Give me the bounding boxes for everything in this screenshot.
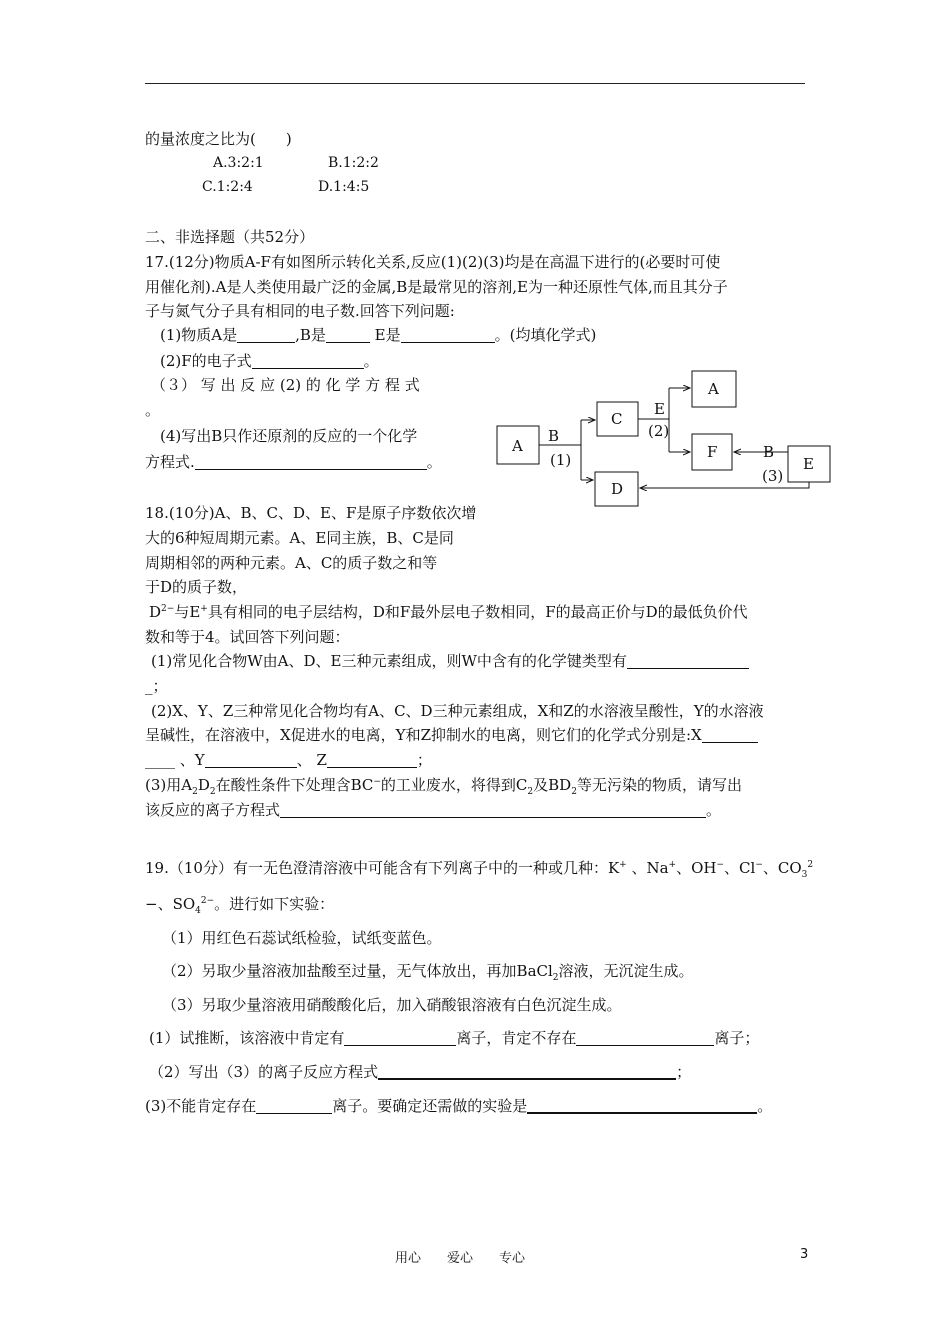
q16-option-d: D.1:4:5 — [318, 179, 370, 195]
q19-a1-label: (1）试推断，该溶液中肯定有 — [149, 1029, 345, 1047]
answer-blank[interactable] — [576, 1029, 714, 1046]
q19-answer1 — [149, 1027, 759, 1049]
page-number: 3 — [800, 1247, 809, 1262]
q17-line3: 子与氮气分子具有相同的电子数.回答下列问题: — [145, 302, 455, 320]
q18-line3: 周期相邻的两种元素。A、C的质子数之和等 — [145, 554, 438, 572]
label-reaction-1: (1) — [550, 451, 572, 469]
answer-blank[interactable] — [252, 352, 364, 369]
q19-line2 — [145, 893, 334, 915]
q18-p3-c: 在酸性条件下处理含BC — [215, 776, 374, 794]
answer-blank[interactable] — [326, 326, 370, 343]
q19-exp2-a: （2）另取少量溶液加盐酸至过量，无气体放出，再加BaCl — [162, 962, 553, 980]
section-title: 二、非选择题（共52分） — [145, 228, 315, 246]
q18-p3-b: D — [197, 776, 210, 794]
q18-p3-s3: 2 — [527, 787, 534, 797]
q19-answer2 — [149, 1061, 691, 1083]
q18-part2-x-tail: ____ 、Y — [145, 751, 205, 769]
answer-blank[interactable] — [205, 751, 297, 768]
q18-part1 — [151, 650, 749, 672]
q18-line5-sup2: + — [200, 604, 208, 614]
q19-l2-b: 。进行如下实验： — [214, 895, 335, 913]
answer-blank[interactable] — [344, 1029, 456, 1046]
label-b-1: B — [548, 427, 560, 445]
q17-part1 — [160, 324, 596, 346]
q19-l2-sup: 2− — [200, 896, 215, 906]
q16-option-c: C.1:2:4 — [202, 179, 253, 195]
q18-line5-b: 与E — [174, 603, 201, 621]
q16-option-b: B.1:2:2 — [328, 155, 379, 171]
q19-l2-a: −、SO — [145, 895, 196, 913]
q19-l1-a: 19.（10分）有一无色澄清溶液中可能含有下列离子中的一种或几种：K — [145, 859, 620, 877]
label-f: F — [707, 443, 718, 461]
q19-a3-label: (3)不能肯定存在 — [145, 1097, 257, 1115]
answer-blank[interactable] — [627, 652, 749, 669]
q16-tail: 的量浓度之比为( ) — [145, 130, 292, 148]
answer-blank[interactable] — [378, 1062, 676, 1080]
q19-exp2-sub: 2 — [552, 973, 559, 983]
q16-option-a: A.3:2:1 — [213, 155, 264, 171]
q19-answer3 — [145, 1095, 772, 1117]
reaction-diagram — [490, 362, 840, 522]
footer-motto: 用心 爱心 专心 — [395, 1251, 526, 1266]
q17-part1-label-d: 。(均填化学式) — [494, 326, 597, 344]
q19-l1-s2: + — [668, 860, 677, 870]
header-rule — [145, 83, 805, 84]
q17-part4-label: 方程式. — [145, 453, 195, 471]
label-d: D — [611, 480, 624, 498]
q18-part3-line2 — [145, 799, 721, 821]
q18-line5-c: 具有相同的电子层结构，D和F最外层电子数相同，F的最高正价与D的最低负价代 — [207, 603, 748, 621]
label-a: A — [512, 437, 523, 455]
label-c: C — [611, 410, 623, 428]
q18-line5-sup1: 2− — [161, 604, 175, 614]
q18-p3-a: (3)用A — [145, 776, 193, 794]
label-e: E — [803, 455, 814, 473]
q19-l1-e: 、CO — [762, 859, 802, 877]
q17-part3-end: 。 — [145, 401, 161, 419]
q19-a2-label: （2）写出（3）的离子反应方程式 — [149, 1063, 379, 1081]
label-reaction-2: (2) — [648, 422, 670, 440]
q17-part2-end: 。 — [363, 352, 379, 370]
q18-part2-line1: (2)X、Y、Z三种常见化合物均有A、C、D三种元素组成，X和Z的水溶液呈酸性，Y的水溶液 — [151, 702, 764, 720]
q18-p3-sup: − — [373, 777, 381, 787]
q18-part2-line2 — [145, 724, 758, 746]
q19-l1-b: 、Na — [626, 859, 669, 877]
answer-blank[interactable] — [195, 453, 427, 470]
q19-l1-s5: 2 — [807, 860, 814, 870]
q18-part2-end: ； — [416, 751, 432, 769]
q19-a3-mid: 离子。要确定还需做的实验是 — [332, 1097, 528, 1115]
answer-blank[interactable] — [256, 1097, 332, 1114]
q19-a1-mid: 离子，肯定不存在 — [456, 1029, 577, 1047]
q19-l1-s4: − — [755, 860, 763, 870]
answer-blank[interactable] — [702, 726, 758, 743]
q17-part2 — [160, 350, 379, 372]
q19-a1-end: 离子； — [714, 1029, 760, 1047]
q17-part1-label-b: ,B是 — [295, 326, 326, 344]
q18-p3-f: 等无污染的物质，请写出 — [576, 776, 742, 794]
q18-part1-end: _； — [145, 677, 168, 695]
q19-l1-c: 、OH — [676, 859, 717, 877]
q18-line1: 18.(10分)A、B、C、D、E、F是原子序数依次增 — [145, 504, 477, 522]
q19-line1 — [145, 857, 813, 879]
q18-p3-e: 及BD — [533, 776, 572, 794]
q18-line2: 大的6种短周期元素。A、E同主族，B、C是同 — [145, 529, 454, 547]
q19-a3-end: 。 — [757, 1097, 773, 1115]
q18-p3-s1: 2 — [192, 787, 198, 797]
q19-exp3: （3）另取少量溶液用硝酸酸化后，加入硝酸银溶液有白色沉淀生成。 — [162, 996, 622, 1014]
q19-a2-end: ； — [676, 1063, 692, 1081]
q18-p3-s2: 2 — [209, 787, 216, 797]
q17-part4-line2 — [145, 451, 442, 473]
q19-l1-s1: + — [619, 860, 627, 870]
label-reaction-3: (3) — [762, 467, 784, 485]
label-b-3: B — [763, 443, 775, 461]
label-a-product: A — [708, 380, 719, 398]
answer-blank[interactable] — [280, 801, 706, 818]
q18-part3-label: 该反应的离子方程式 — [145, 801, 281, 819]
q18-part2-line2-text: 呈碱性，在溶液中，X促进水的电离，Y和Z抑制水的电离，则它们的化学式分别是:X — [145, 726, 702, 744]
q19-exp2-b: 溶液，无沉淀生成。 — [558, 962, 694, 980]
q18-line4: 于D的质子数， — [145, 578, 248, 596]
q17-part2-label: (2)F的电子式 — [160, 352, 252, 370]
q19-exp1: （1）用红色石蕊试纸检验，试纸变蓝色。 — [162, 929, 442, 947]
answer-blank[interactable] — [237, 326, 295, 343]
answer-blank[interactable] — [401, 326, 495, 343]
q18-p3-s4: 2 — [571, 787, 577, 797]
q17-part3: （３） 写 出 反 应 (2) 的 化 学 方 程 式 — [151, 376, 420, 394]
label-e-2: E — [654, 400, 665, 418]
q17-part1-label-c: E是 — [369, 326, 401, 344]
q17-part4-end: 。 — [426, 453, 442, 471]
q17-line1: 17.(12分)物质A-F有如图所示转化关系,反应(1)(2)(3)均是在高温下进行的(必要时可使 — [145, 253, 721, 271]
q18-part2-z-label: 、 Z — [296, 751, 327, 769]
q18-part2-line3 — [145, 749, 432, 771]
q17-line2: 用催化剂).A是人类使用最广泛的金属,B是最常见的溶剂,E为一种还原性气体,而且其分子 — [145, 278, 728, 296]
q18-part1-text: (1)常见化合物W由A、D、E三种元素组成，则W中含有的化学键类型有 — [151, 652, 627, 670]
q19-l1-d: 、Cl — [724, 859, 756, 877]
answer-blank[interactable] — [527, 1096, 757, 1114]
q17-part4-line1: (4)写出B只作还原剂的反应的一个化学 — [160, 427, 418, 445]
q18-line5-a: D — [149, 603, 162, 621]
q19-l1-s3: − — [716, 860, 725, 870]
arrow-e-to-d — [640, 482, 809, 488]
q18-p3-d: 的工业废水，将得到C — [380, 776, 528, 794]
q19-exp2 — [162, 960, 694, 982]
q18-line5 — [149, 601, 748, 623]
q17-part1-label-a: (1)物质A是 — [160, 326, 238, 344]
answer-blank[interactable] — [327, 751, 417, 768]
q18-line6: 数和等于4。试回答下列问题： — [145, 628, 350, 646]
q19-l2-sub: 4 — [195, 906, 201, 916]
q18-part3-end: 。 — [706, 801, 722, 819]
q19-l1-sub: 3 — [801, 870, 808, 880]
q18-part3-line1 — [145, 774, 742, 796]
